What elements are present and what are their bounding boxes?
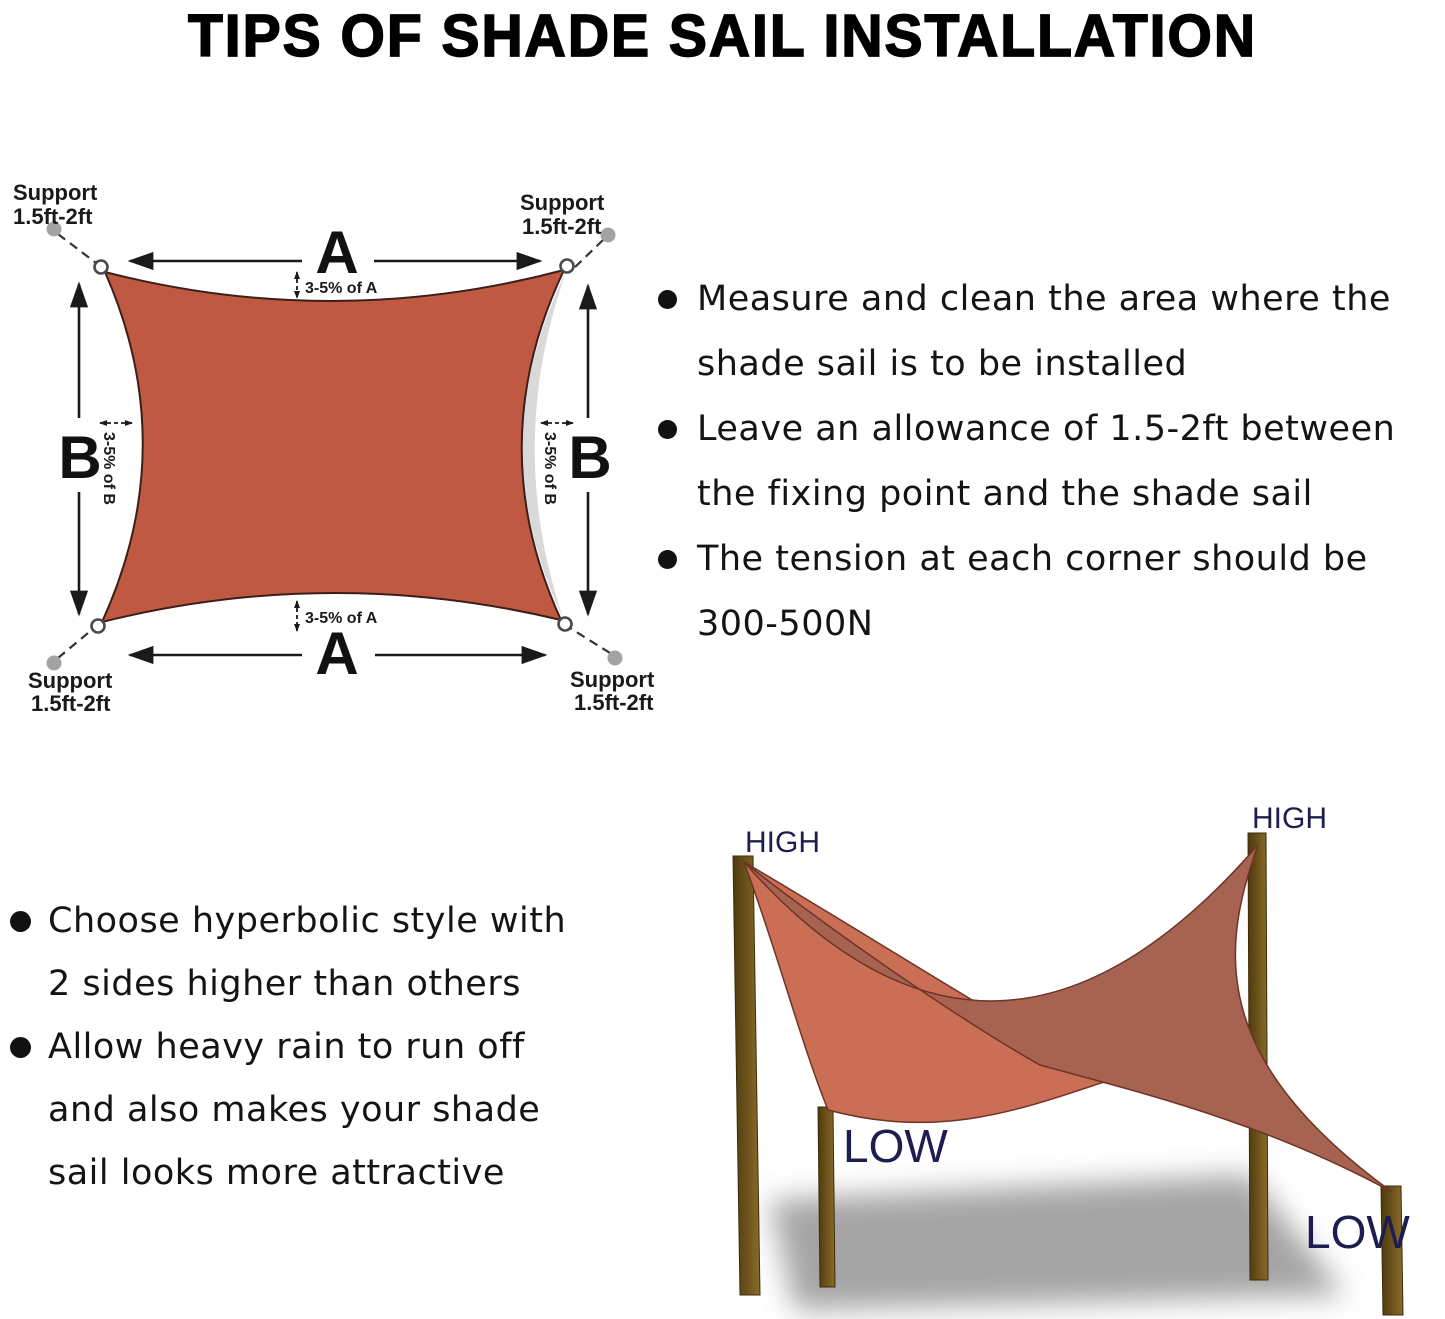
tip-text: Leave an allowance of 1.5-2ft between xyxy=(697,409,1396,449)
svg-text:1.5ft-2ft: 1.5ft-2ft xyxy=(522,214,602,239)
tip-text: and also makes your shade xyxy=(48,1090,541,1130)
tip-text: sail looks more attractive xyxy=(48,1153,505,1193)
dim-b-left-label: B xyxy=(58,424,102,491)
dim-a-bottom-label: A xyxy=(315,620,359,687)
svg-text:1.5ft-2ft: 1.5ft-2ft xyxy=(13,204,93,229)
tip-text: Choose hyperbolic style with xyxy=(48,901,567,941)
post-high-left xyxy=(733,856,760,1295)
high-label-left: HIGH xyxy=(745,826,820,859)
list-item xyxy=(650,397,1445,527)
dim-a-top-label: A xyxy=(315,219,359,286)
measurement-diagram xyxy=(0,160,680,760)
sag-b-left-label: 3-5% of B xyxy=(100,432,117,505)
bullet-icon xyxy=(658,550,677,569)
list-item xyxy=(0,1016,640,1205)
tip-text: The tension at each corner should be xyxy=(697,539,1368,579)
installation-tips-list xyxy=(650,267,1445,657)
bullet-icon xyxy=(658,290,677,309)
list-item xyxy=(650,267,1445,397)
tip-text: shade sail is to be installed xyxy=(697,344,1188,384)
bullet-icon xyxy=(658,420,677,439)
page-title: TIPS OF SHADE SAIL INSTALLATION xyxy=(187,3,1258,70)
svg-text:Support: Support xyxy=(520,190,605,215)
support-label-bottom-right xyxy=(570,667,655,715)
list-item xyxy=(0,890,640,1016)
svg-text:Support: Support xyxy=(570,667,655,692)
tip-text: Allow heavy rain to run off xyxy=(48,1027,525,1067)
post-low-left xyxy=(818,1107,835,1287)
low-label-left: LOW xyxy=(843,1120,948,1172)
tip-text: the fixing point and the shade sail xyxy=(697,474,1313,514)
bullet-icon xyxy=(10,911,31,932)
svg-text:1.5ft-2ft: 1.5ft-2ft xyxy=(31,691,111,716)
tip-text: Measure and clean the area where the xyxy=(697,279,1391,319)
support-label-top-left xyxy=(13,180,98,229)
low-label-right: LOW xyxy=(1305,1206,1410,1258)
sag-a-bottom-label: 3-5% of A xyxy=(305,610,378,627)
tip-text: 2 sides higher than others xyxy=(48,964,521,1004)
high-label-right: HIGH xyxy=(1252,802,1327,835)
dim-b-right-label: B xyxy=(568,424,612,491)
svg-text:Support: Support xyxy=(28,668,113,693)
hyperbolic-sail-illustration xyxy=(660,780,1445,1319)
sag-b-right-label: 3-5% of B xyxy=(541,432,558,505)
sag-a-top-label: 3-5% of A xyxy=(305,280,378,297)
style-tips-list xyxy=(0,890,640,1205)
support-label-bottom-left xyxy=(28,668,113,716)
sail-shape xyxy=(102,270,564,622)
svg-text:1.5ft-2ft: 1.5ft-2ft xyxy=(574,690,654,715)
list-item xyxy=(650,527,1445,657)
bullet-icon xyxy=(10,1037,31,1058)
svg-text:Support: Support xyxy=(13,180,98,205)
support-label-top-right xyxy=(520,190,605,239)
tip-text: 300-500N xyxy=(697,604,874,644)
